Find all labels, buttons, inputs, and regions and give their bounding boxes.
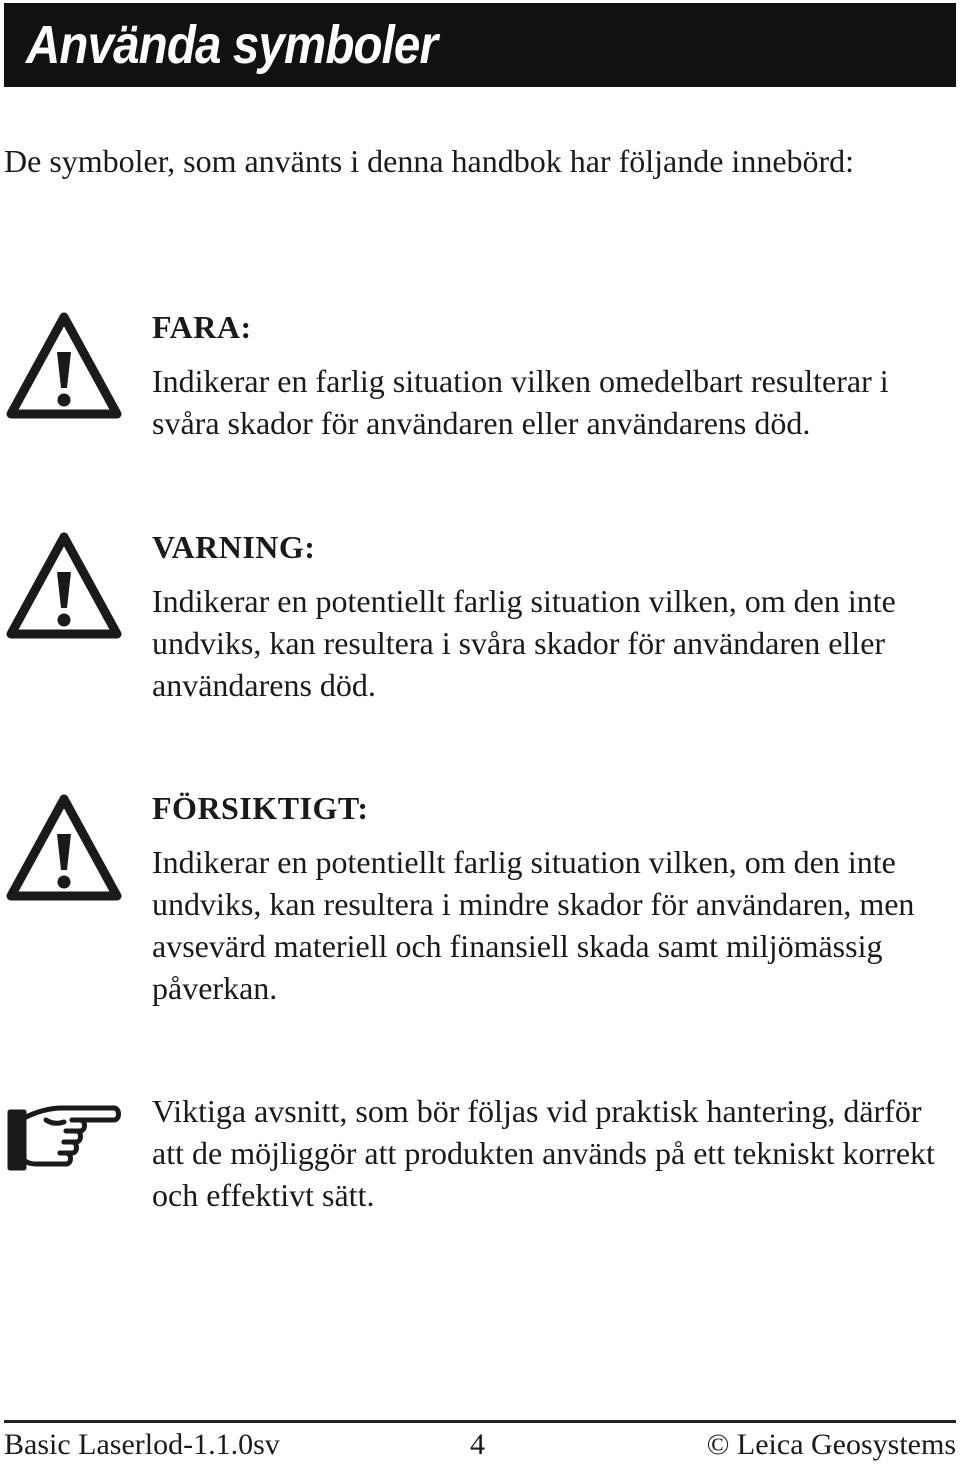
symbol-description: Indikerar en farlig situation vilken omedelbart resulterar i svåra skador för användaren eller användarens död.: [152, 363, 889, 441]
footer-divider: [4, 1420, 956, 1423]
symbol-heading: FÖRSIKTIGT:: [152, 790, 369, 826]
warning-triangle-icon: [6, 794, 122, 902]
page-title: Använda symboler: [26, 15, 438, 75]
footer-copyright: © Leica Geosystems: [706, 1428, 956, 1461]
symbol-description: Indikerar en potentiellt farlig situation vilken, om den inte undviks, kan resultera i svåra skador för användaren eller användarens död.: [152, 583, 896, 703]
symbol-description: Indikerar en potentiellt farlig situation vilken, om den inte undviks, kan resultera i mindre skador för användaren, men avsevärd materiell och finansiell skada samt miljömässig påverkan.: [152, 844, 915, 1006]
symbol-block-forsiktigt: [152, 787, 952, 1009]
symbol-block-fara: [152, 306, 952, 444]
pointing-hand-icon: [6, 1098, 124, 1174]
warning-triangle-icon: [6, 532, 122, 640]
footer-page-number: 4: [470, 1428, 485, 1461]
symbol-block-note: [152, 1090, 952, 1216]
footer-document-id: Basic Laserlod-1.1.0sv: [4, 1428, 280, 1461]
warning-triangle-icon: [6, 312, 122, 420]
intro-text: De symboler, som använts i denna handbok har följande innebörd:: [4, 143, 855, 179]
title-bar: [4, 3, 956, 87]
symbol-heading: VARNING:: [152, 529, 316, 565]
symbol-heading: FARA:: [152, 309, 252, 345]
symbol-block-varning: [152, 526, 952, 706]
symbol-description: Viktiga avsnitt, som bör följas vid praktisk hantering, därför att de möjliggör att produkten används på ett tekniskt korrekt och effektivt sätt.: [152, 1093, 935, 1213]
